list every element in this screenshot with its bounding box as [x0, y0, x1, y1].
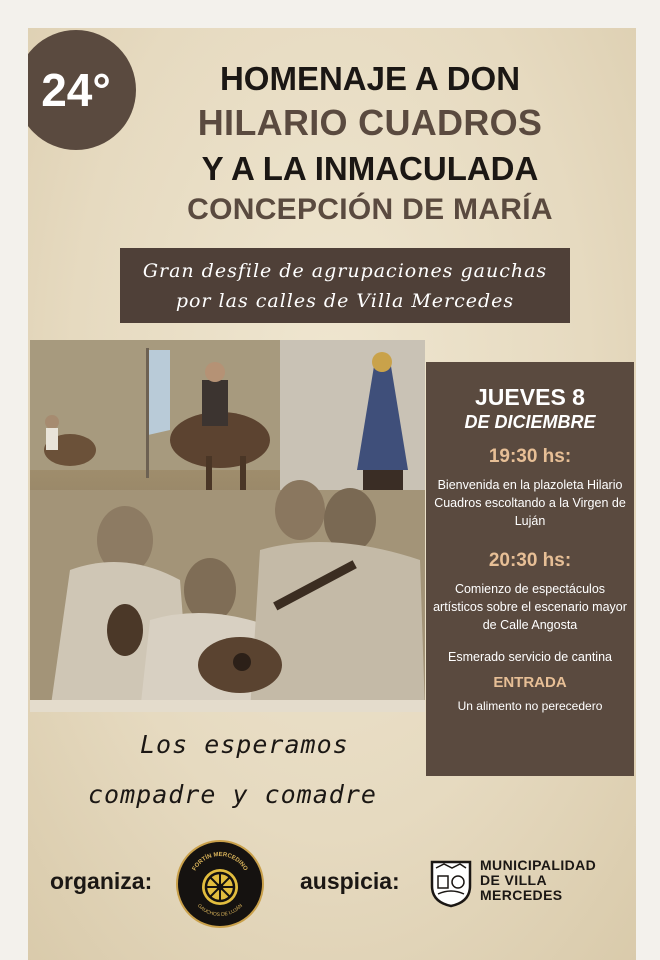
organiza-label: organiza:: [50, 868, 153, 894]
title-line-2: HILARIO CUADROS: [197, 102, 543, 143]
collage-photo: [30, 340, 425, 712]
muni-line-3: MERCEDES: [480, 887, 563, 903]
parade-line-1: Gran desfile de agrupaciones gauchas: [142, 259, 548, 282]
second-description: Comienzo de espectáculos artísticos sobre el escenario mayor de Calle Angosta: [433, 582, 627, 632]
entrada-value: Un alimento no perecedero: [457, 699, 603, 713]
title-line-4: CONCEPCIÓN DE MARÍA: [187, 193, 553, 226]
event-month: DE DICIEMBRE: [464, 412, 596, 432]
muni-line-1: MUNICIPALIDAD: [480, 857, 597, 873]
closing-line-2: compadre y comadre: [88, 780, 377, 809]
fortin-bottom-text: GAUCHOS DE LUJÁN: [195, 902, 245, 919]
svg-text:GAUCHOS DE LUJÁN: [196, 903, 244, 918]
fortin-top-text: FORTÍN MERCEDINO: [191, 851, 249, 873]
parade-line-2: por las calles de Villa Mercedes: [175, 289, 515, 312]
schedule-panel: [426, 362, 634, 776]
flag-shape: [148, 350, 170, 435]
municipality-crest-icon: [428, 858, 474, 908]
wagon-wheel-icon: [178, 842, 262, 926]
parade-banner: [120, 248, 570, 323]
municipality-name: [480, 858, 596, 903]
anniversary-badge: [16, 30, 136, 150]
title-line-1: HOMENAJE A DON: [219, 60, 521, 97]
event-day: JUEVES 8: [475, 384, 585, 410]
entrada-label: ENTRADA: [493, 674, 567, 691]
first-time: 19:30 hs:: [488, 446, 572, 467]
auspicia-label: auspicia:: [300, 868, 400, 894]
title-line-3: Y A LA INMACULADA: [201, 150, 539, 187]
cantina-note: Esmerado servicio de cantina: [448, 650, 612, 664]
second-time: 20:30 hs:: [488, 550, 572, 571]
fortin-mercedino-logo: [176, 840, 264, 928]
collage-illustration: [30, 340, 425, 712]
closing-line-1: Los esperamos: [140, 730, 349, 759]
muni-line-2: DE VILLA: [480, 872, 547, 888]
anniversary-number: 24°: [41, 64, 111, 116]
first-description: Bienvenida en la plazoleta Hilario Cuadros escoltando a la Virgen de Luján: [434, 478, 626, 528]
